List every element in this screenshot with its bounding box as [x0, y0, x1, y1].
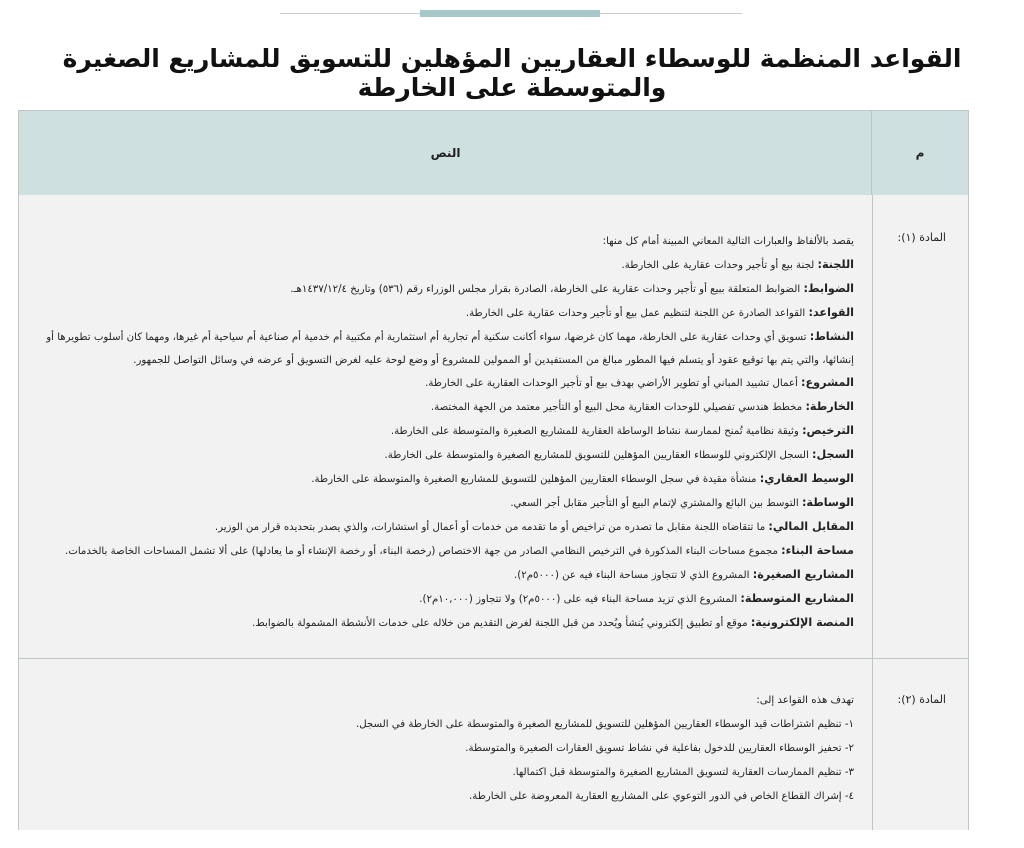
list-item: ٤- إشراك القطاع الخاص في الدور التوعوي على المشاريع العقارية المعروضة على الخارطة. [469, 791, 854, 802]
article-intro: تهدف هذه القواعد إلى: [756, 695, 854, 706]
definition-item: الترخيص: وثيقة نظامية تُمنح لممارسة نشاط الوساطة العقارية للمشاريع الصغيرة والمتوسطة على الخارطة. [390, 424, 854, 438]
list-item: ٢- تحفيز الوسطاء العقاريين للدخول بفاعلية في نشاط تسويق العقارات الصغيرة والمتوسطة. [465, 743, 854, 754]
article-number: المادة (٢): [872, 659, 968, 830]
table-row [19, 659, 968, 830]
definition-item: مساحة البناء: مجموع مساحات البناء المذكورة في الترخيص النظامي الصادر من جهة الاختصاص (رخصة البناء، أو رخصة الإنشاء أو ما يعادلها) على ألا تشمل المساحات الخاصة بالخدمات. [65, 543, 854, 557]
definition-item: الضوابط: الضوابط المتعلقة ببيع أو تأجير وحدات عقارية على الخارطة، الصادرة بقرار مجلس الوزراء رقم (٥٣٦) وتاريخ ١٤٣٧/١٢/٤هـ. [290, 281, 854, 295]
page-title: القواعد المنظمة للوسطاء العقاريين المؤهلين للتسويق للمشاريع الصغيرة والمتوسطة على الخارطة [62, 44, 962, 102]
list-item: ١- تنظيم اشتراطات قيد الوسطاء العقاريين المؤهلين للتسويق للمشاريع الصغيرة والمتوسطة على الخارطة في السجل. [355, 719, 854, 730]
table-row [19, 195, 968, 659]
definition-item: المشروع: أعمال تشييد المباني أو تطوير الأراضي بهدف بيع أو تأجير الوحدات العقارية على الخارطة. [425, 376, 854, 390]
article-text [19, 195, 872, 658]
definition-item: المشاريع الصغيرة: المشروع الذي لا تتجاوز مساحة البناء فيه عن (٥٠٠٠م٢). [514, 567, 854, 581]
definition-item: الوساطة: التوسط بين البائع والمشتري لإتمام البيع أو التأجير مقابل أجر السعي. [510, 495, 854, 509]
definition-item: المنصة الإلكترونية: موقع أو تطبيق إلكتروني يُنشأ ويُحدد من قبل اللجنة لغرض التقديم من خلاله على خدمات الأنشطة المشمولة بالضوابط. [252, 615, 854, 629]
definition-item: النشاط: تسويق أي وحدات عقارية على الخارطة، مهما كان غرضها، سواء أكانت سكنية أم تجارية أم استثمارية أم مكتبية أم خدمية أم صناعية أم سياحية أم غيرها، ومهما كان أسلوب تطويرها أو إنشائها، والتي يتم بها توقيع عقود أو يتسلم فيها المطور مبالغ من المستفيدين أو الممولين للمشروع أو وضع لوحة عليه لغرض التسويق أو عرضه في وسائل التواصل للجمهور. [46, 329, 854, 366]
article-intro: يقصد بالألفاظ والعبارات التالية المعاني المبينة أمام كل منها: [602, 236, 854, 247]
article-text [19, 659, 872, 830]
definition-item: القواعد: القواعد الصادرة عن اللجنة لتنظيم عمل بيع أو تأجير وحدات عقارية على الخارطة. [465, 305, 854, 319]
definition-item: اللجنة: لجنة بيع أو تأجير وحدات عقارية على الخارطة. [621, 257, 854, 271]
header-text: النص [430, 146, 461, 160]
definition-item: المقابل المالي: ما تتقاضاه اللجنة مقابل ما تصدره من تراخيص أو ما تقدمه من خدمات أو أعمال أو استشارات، والذي يصدر بتحديده قرار من الوزير. [214, 519, 854, 533]
rules-table [18, 110, 969, 830]
definition-item: المشاريع المتوسطة: المشروع الذي تزيد مساحة البناء فيه على (٥٠٠٠م٢) ولا تتجاوز (١٠,٠٠٠م٢). [419, 591, 854, 605]
header-number: م [871, 111, 968, 195]
definition-item: الوسيط العقاري: منشأة مقيدة في سجل الوسطاء العقاريين المؤهلين للتسويق للمشاريع الصغيرة والمتوسطة على الخارطة. [311, 472, 854, 486]
top-accent-bar [420, 10, 600, 17]
article-number: المادة (١): [872, 195, 968, 658]
definition-item: السجل: السجل الإلكتروني للوسطاء العقاريين المؤهلين للتسويق للمشاريع الصغيرة والمتوسطة على الخارطة. [384, 448, 854, 462]
table-header [19, 111, 968, 196]
list-item: ٣- تنظيم الممارسات العقارية لتسويق المشاريع الصغيرة والمتوسطة قبل اكتمالها. [512, 767, 854, 778]
definition-item: الخارطة: مخطط هندسي تفصيلي للوحدات العقارية محل البيع أو التأجير معتمد من الجهة المختصة. [430, 400, 854, 414]
